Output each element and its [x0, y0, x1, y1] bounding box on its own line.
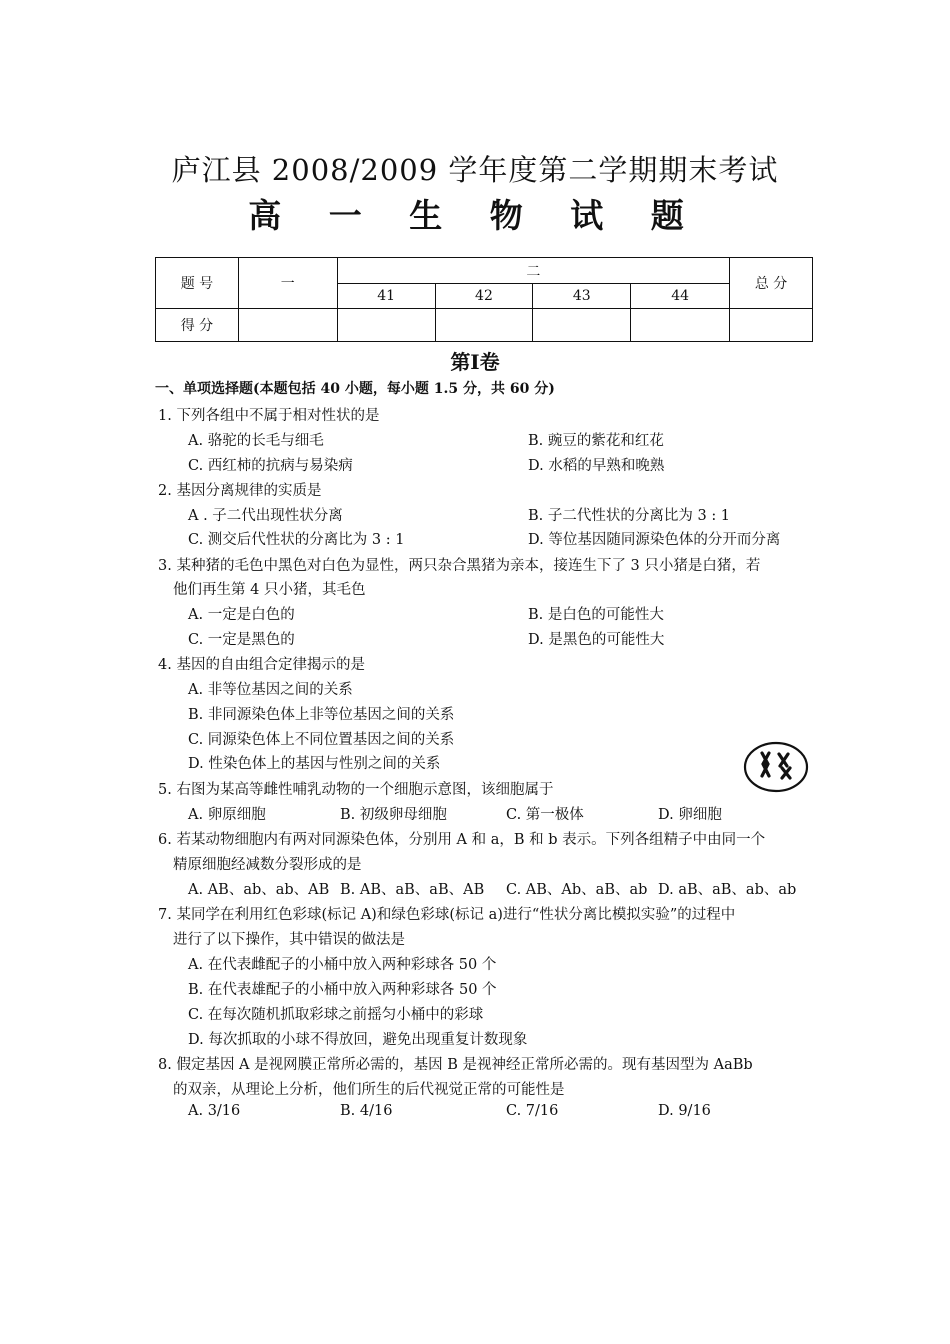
question-option: B. AB、aB、aB、AB — [340, 882, 485, 898]
question-option: D. 性染色体上的基因与性别之间的关系 — [188, 756, 441, 772]
question-option: B. 4/16 — [340, 1103, 393, 1119]
question-option: C. 在每次随机抓取彩球之前摇匀小桶中的彩球 — [188, 1007, 484, 1023]
question-option: D. 是黑色的可能性大 — [528, 632, 665, 648]
score-cell-43[interactable] — [533, 309, 631, 342]
question-option: C. 第一极体 — [506, 807, 584, 823]
question-option: A. 卵原细胞 — [188, 807, 266, 823]
score-cell-part1[interactable] — [238, 309, 337, 342]
question-option: C. 一定是黑色的 — [188, 632, 295, 648]
question-option: A. 一定是白色的 — [188, 607, 295, 623]
score-label: 得 分 — [156, 309, 239, 342]
total-score-header: 总 分 — [730, 258, 813, 309]
question-stem: 进行了以下操作，其中错误的做法是 — [173, 932, 405, 948]
question-stem: 6. 若某动物细胞内有两对同源染色体，分别用 A 和 a，B 和 b 表示。下列各组精子中由同一个 — [158, 832, 766, 848]
question-stem: 4. 基因的自由组合定律揭示的是 — [158, 657, 365, 673]
question-option: B. 在代表雄配子的小桶中放入两种彩球各 50 个 — [188, 982, 497, 998]
question-option: A. AB、ab、ab、AB — [188, 882, 330, 898]
question-option: D. 每次抓取的小球不得放回，避免出现重复计数现象 — [188, 1032, 528, 1048]
question-option: D. 卵细胞 — [658, 807, 722, 823]
question-41-header: 41 — [337, 284, 435, 309]
section-heading: 一、单项选择题(本题包括 40 小题，每小题 1.5 分，共 60 分) — [155, 381, 555, 397]
exam-title: 庐江县 2008/2009 学年度第二学期期末考试 — [171, 153, 779, 187]
score-cell-41[interactable] — [337, 309, 435, 342]
question-stem: 5. 右图为某高等雌性哺乳动物的一个细胞示意图，该细胞属于 — [158, 782, 554, 798]
question-option: D. aB、aB、ab、ab — [658, 882, 797, 898]
part-one-header: 一 — [238, 258, 337, 309]
question-option: C. AB、Ab、aB、ab — [506, 882, 648, 898]
question-stem: 3. 某种猪的毛色中黑色对白色为显性，两只杂合黑猪为亲本，接连生下了 3 只小猪是白猪，若 — [158, 558, 761, 574]
question-stem: 8. 假定基因 A 是视网膜正常所必需的，基因 B 是视神经正常所必需的。现有基因型为 AaBb — [158, 1057, 753, 1073]
question-option: B. 初级卵母细胞 — [340, 807, 447, 823]
question-option: B. 非同源染色体上非等位基因之间的关系 — [188, 707, 455, 723]
question-option: C. 测交后代性状的分离比为 3 : 1 — [188, 532, 405, 548]
question-option: A. 非等位基因之间的关系 — [188, 682, 353, 698]
question-option: D. 水稻的早熟和晚熟 — [528, 458, 665, 474]
question-option: B. 是白色的可能性大 — [528, 607, 664, 623]
question-option: C. 西红柿的抗病与易染病 — [188, 458, 353, 474]
question-43-header: 43 — [533, 284, 631, 309]
score-cell-42[interactable] — [435, 309, 533, 342]
question-option: C. 同源染色体上不同位置基因之间的关系 — [188, 732, 455, 748]
question-option: B. 子二代性状的分离比为 3 : 1 — [528, 508, 731, 524]
question-option: A. 骆驼的长毛与细毛 — [188, 433, 324, 449]
part-two-header: 二 — [337, 258, 729, 284]
score-table — [155, 257, 813, 342]
question-option: D. 9/16 — [658, 1103, 711, 1119]
score-cell-44[interactable] — [631, 309, 730, 342]
question-option: B. 豌豆的紫花和红花 — [528, 433, 664, 449]
question-stem: 2. 基因分离规律的实质是 — [158, 483, 322, 499]
score-cell-total[interactable] — [730, 309, 813, 342]
question-option: D. 等位基因随同源染色体的分开而分离 — [528, 532, 781, 548]
question-stem: 1. 下列各组中不属于相对性状的是 — [158, 408, 380, 424]
question-option: A. 在代表雌配子的小桶中放入两种彩球各 50 个 — [188, 957, 497, 973]
cell-diagram-icon — [742, 740, 810, 794]
question-option: C. 7/16 — [506, 1103, 559, 1119]
question-number-label: 题 号 — [156, 258, 239, 309]
question-option: A. 3/16 — [188, 1103, 241, 1119]
subject-title: 高 一 生 物 试 题 — [248, 196, 702, 235]
question-44-header: 44 — [631, 284, 730, 309]
question-stem: 7. 某同学在利用红色彩球(标记 A)和绿色彩球(标记 a)进行“性状分离比模拟实验”的过程中 — [158, 907, 736, 923]
question-42-header: 42 — [435, 284, 533, 309]
question-stem: 他们再生第 4 只小猪，其毛色 — [173, 582, 366, 598]
question-option: A . 子二代出现性状分离 — [188, 508, 343, 524]
volume-title: 第Ⅰ卷 — [450, 350, 500, 374]
question-stem: 的双亲，从理论上分析，他们所生的后代视觉正常的可能性是 — [173, 1082, 565, 1098]
question-stem: 精原细胞经减数分裂形成的是 — [173, 857, 362, 873]
